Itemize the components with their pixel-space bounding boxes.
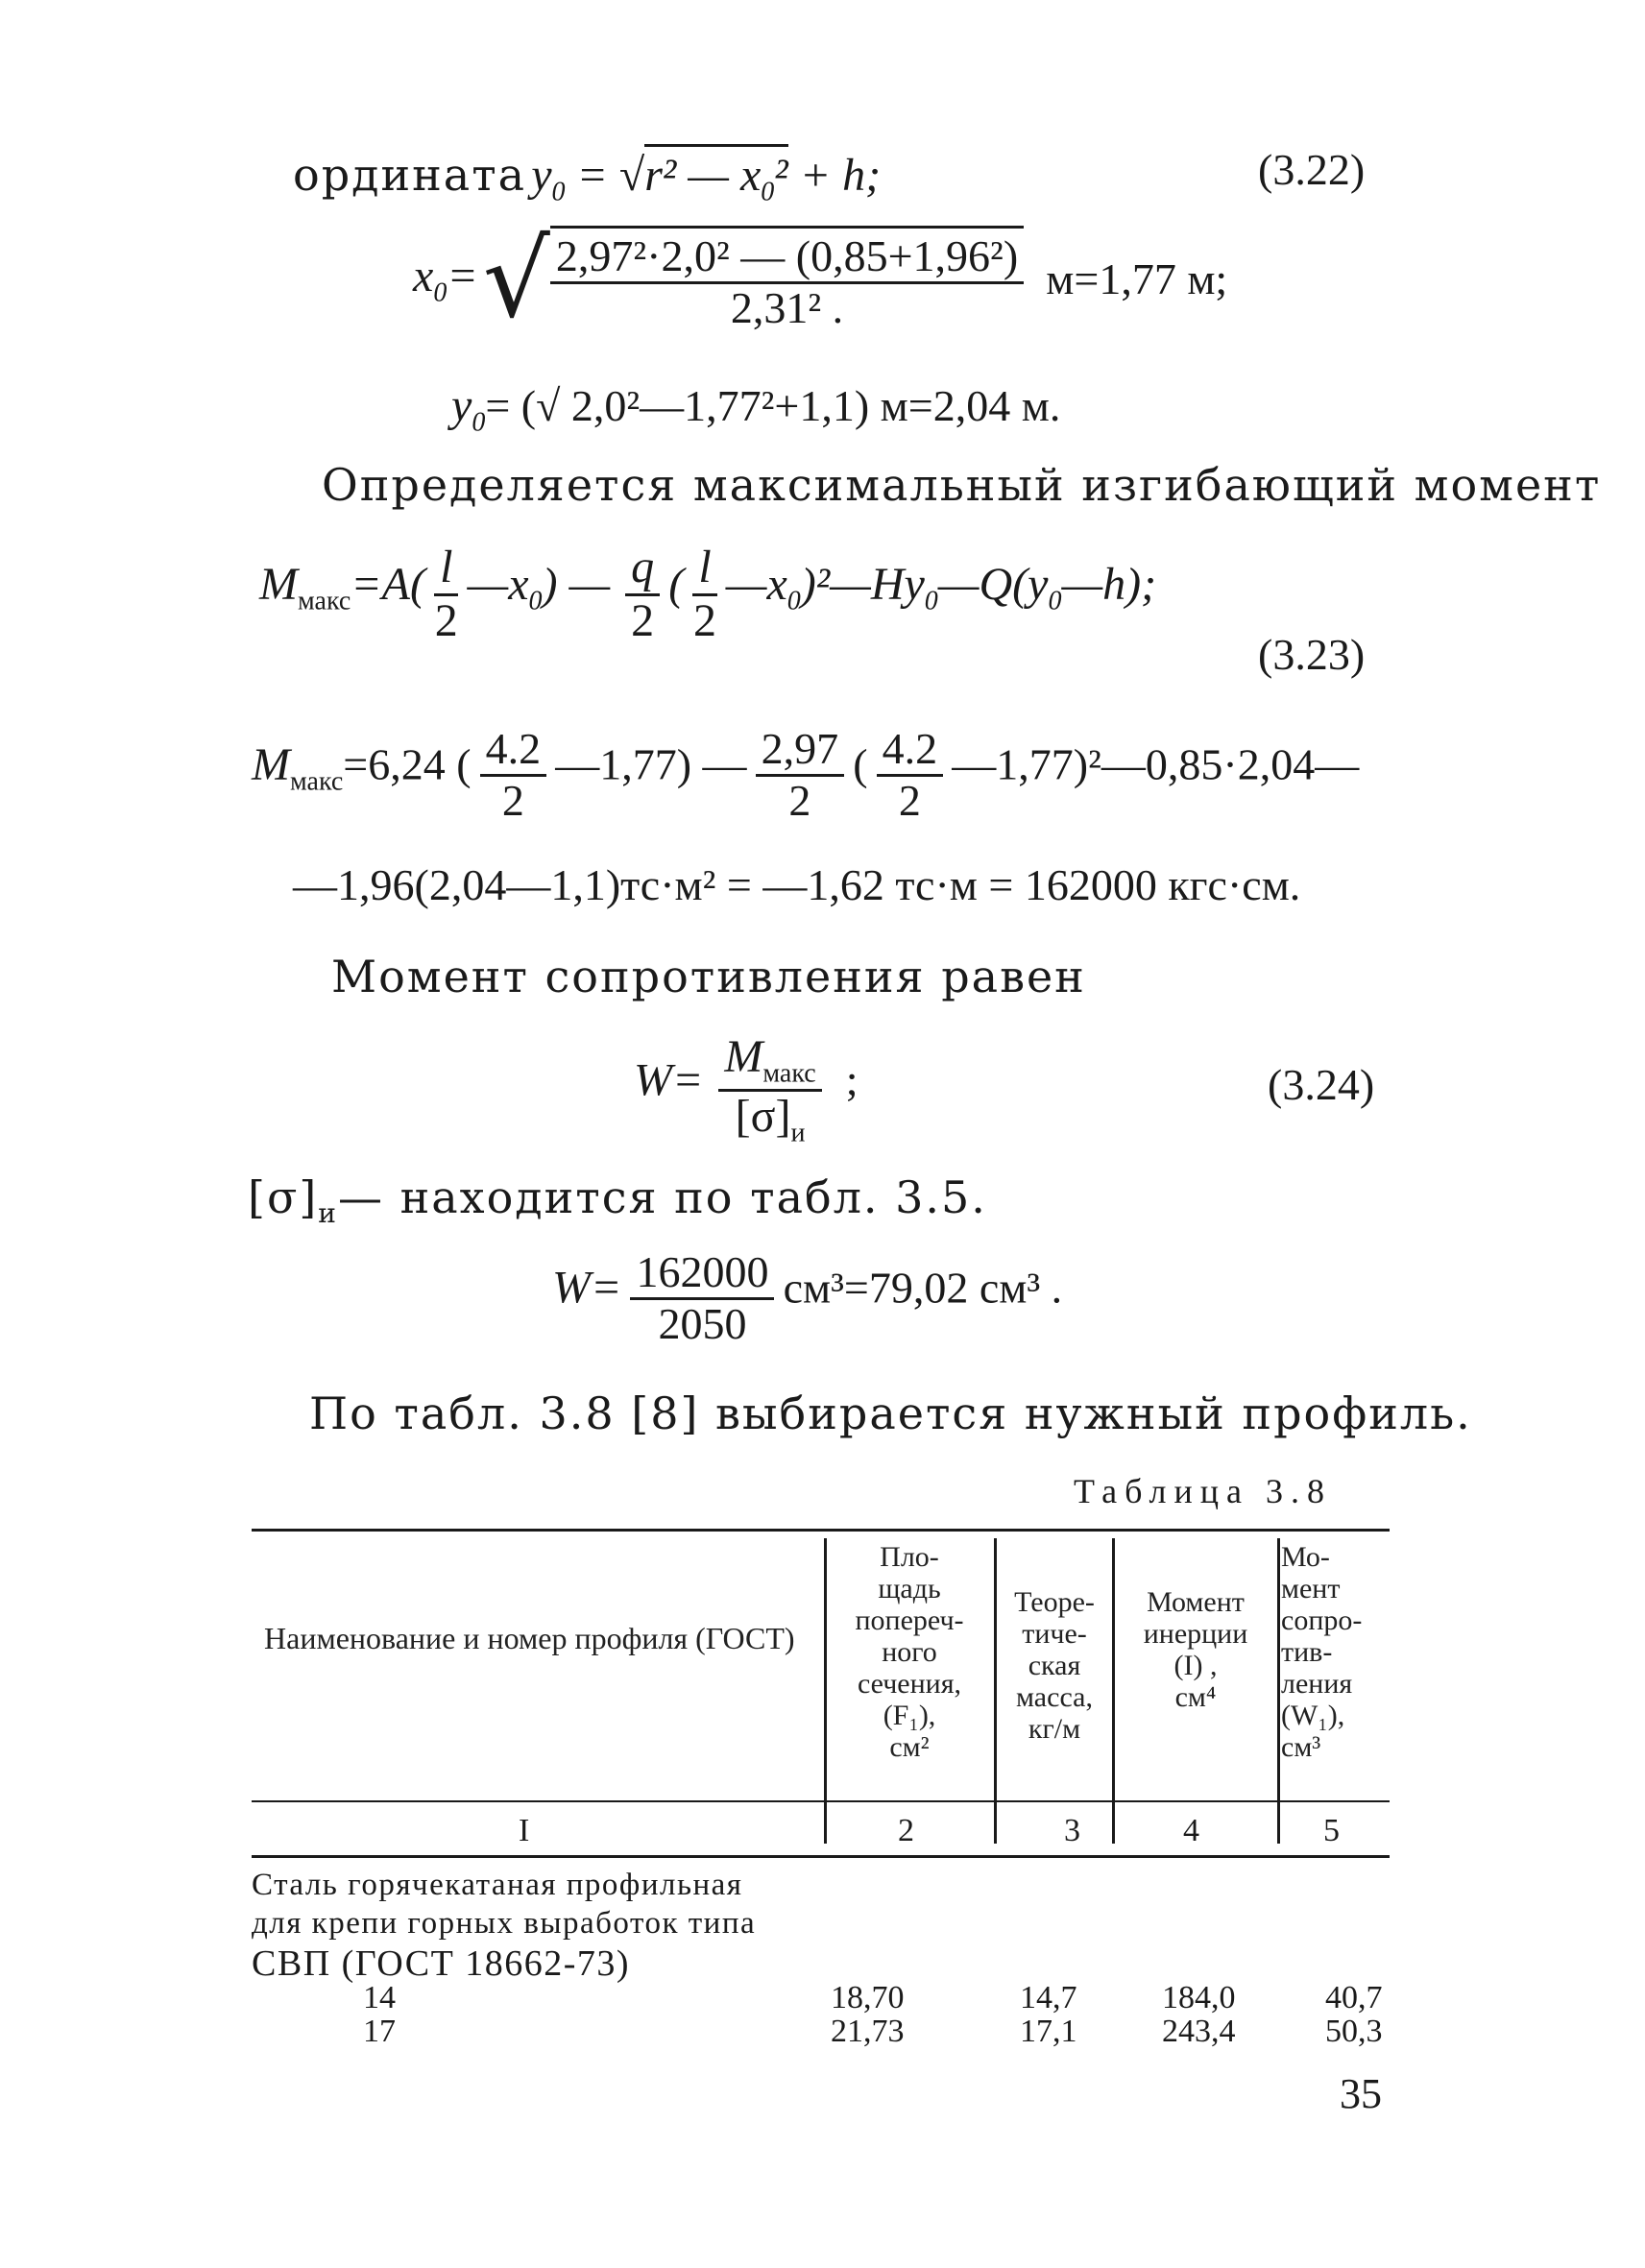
y0-formula: $y_0 = √r^2$ — $x_0^2 + h$; <box>531 150 881 201</box>
x0-numerator: 2,97²·2,0² — (0,85+1,96²) <box>550 232 1024 284</box>
group-line-2: для крепи горных выработок типа <box>252 1906 757 1941</box>
w-num: М <box>724 1031 763 1082</box>
y0-numeric: $y_0=$ (√ 2,0²—1,77²+1,1) м=2,04 м. <box>451 380 1061 438</box>
text-sigma <box>248 1171 987 1229</box>
header-area: Пло- щадь попереч- ного сечения, (F₁), см² <box>855 1541 964 1763</box>
colnum-4: 4 <box>1183 1813 1199 1848</box>
eq-3-24: W= $\frac{М_{макс}}{[\sigma]_и}$ ; <box>634 1031 859 1148</box>
header-profile-name: Наименование и номер профиля (ГОСТ) <box>264 1621 795 1655</box>
w-numeric-result: см³=79,02 см³ . <box>783 1263 1063 1313</box>
frac3-num: 4.2 <box>877 725 944 777</box>
w-numeric-num: 162000 <box>630 1248 774 1300</box>
x0-denominator: 2,31² . <box>730 282 844 332</box>
text-choose-profile: По табл. 3.8 [8] выбирается нужный профиль. <box>309 1387 1472 1439</box>
frac2-den: 2 <box>788 775 811 825</box>
header-mass: Теоре- тиче- ская масса, кг/м <box>1014 1586 1095 1745</box>
eq-number-3-24: (3.24) <box>1268 1060 1375 1109</box>
colnum-5: 5 <box>1323 1813 1340 1848</box>
sigma-symbol: [σ] <box>248 1171 319 1223</box>
frac2-num: 2,97 <box>756 725 845 777</box>
eq-number-3-22: (3.22) <box>1258 145 1366 194</box>
page-number: 35 <box>1340 2070 1382 2117</box>
y0-numeric-text: = (√ 2,0²—1,77²+1,1) м=2,04 м. <box>485 381 1061 430</box>
eq-3-23-numeric-line1: $M_{макс}=6,24$ ( $\frac{4.2}{2}$ —1,77) — $\frac{2,97}{2}$ ( $\frac{4.2}{2}$ —1,77)²—0,85·2,04— <box>252 724 1360 825</box>
x0-result: м=1,77 м; <box>1046 254 1228 304</box>
row-area: 21,73 <box>831 2014 905 2049</box>
w-suffix: ; <box>845 1055 859 1105</box>
text-resistance: Момент сопротивления равен <box>331 951 1086 1002</box>
w-den: [σ] <box>735 1091 791 1143</box>
eq-numeric-part3: —1,77)²—0,85·2,04— <box>952 739 1360 789</box>
radical-sign: √ <box>482 217 550 341</box>
x0-formula: $x_0=$ √ $\frac{\text{2,97²·2,0² — (0,85+1,96²)}}{\text{2,31² .}}$ м=1,77 м; <box>413 217 1228 341</box>
eq-w-numeric: W= $\frac{162000}{2050}$ см³=79,02 см³ . <box>552 1247 1063 1348</box>
table-top-rule <box>252 1529 1390 1532</box>
row-mass: 17,1 <box>1020 2014 1077 2049</box>
w-numeric-den: 2050 <box>658 1298 747 1348</box>
row-inertia: 243,4 <box>1162 2014 1236 2049</box>
eq-3-23: $M_{макс}=A$( $\frac{l}{2}$ $—x_0$) — $\frac{q}{2}$ ( $\frac{l}{2}$ $—x_0)^2—Hy_0—Q(y_0—h)$; <box>259 542 1157 646</box>
colnum-1: I <box>519 1813 530 1848</box>
row-mass: 14,7 <box>1020 1980 1077 2015</box>
ordinate-label: ордината <box>293 149 527 201</box>
row-resist: 50,3 <box>1325 2014 1383 2049</box>
table-vline-4 <box>1277 1538 1280 1844</box>
sigma-sub: и <box>318 1197 338 1230</box>
table-header-rule <box>252 1800 1390 1802</box>
colnum-3: 3 <box>1064 1813 1080 1848</box>
sigma-rest: — находится по табл. 3.5. <box>337 1171 987 1223</box>
table-colnum-rule <box>252 1855 1390 1858</box>
table-vline-3 <box>1112 1538 1115 1844</box>
eq-numeric-part2: —1,77) — <box>555 739 747 789</box>
row-inertia: 184,0 <box>1162 1980 1236 2015</box>
header-inertia: Момент инерции (I) , см⁴ <box>1143 1586 1248 1713</box>
frac1-num: 4.2 <box>480 725 547 777</box>
eq-numeric-part1: =6,24 ( <box>343 739 472 789</box>
group-line-1: Сталь горячекатаная профильная <box>252 1868 743 1902</box>
text-max-moment: Определяется максимальный изгибающий момент <box>322 459 1602 511</box>
table-vline-2 <box>994 1538 997 1844</box>
table-caption: Таблица 3.8 <box>1074 1472 1332 1510</box>
table-vline-1 <box>824 1538 827 1844</box>
row-name: 17 <box>363 2014 396 2049</box>
row-resist: 40,7 <box>1325 1980 1383 2015</box>
row-name: 14 <box>363 1980 396 2015</box>
eq-number-3-23: (3.23) <box>1258 630 1366 679</box>
eq-3-23-numeric-line2: —1,96(2,04—1,1)тс·м² = —1,62 тс·м = 162000 кгс·см. <box>293 860 1301 909</box>
group-line-3: СВП (ГОСТ 18662-73) <box>252 1943 631 1984</box>
frac3-den: 2 <box>898 775 921 825</box>
header-resistance: Мо- мент сопро- тив- ления (W₁), см³ <box>1281 1541 1363 1763</box>
row-area: 18,70 <box>831 1980 905 2015</box>
colnum-2: 2 <box>898 1813 914 1848</box>
w-num-sub: макс <box>762 1058 816 1089</box>
frac1-den: 2 <box>501 775 524 825</box>
w-den-sub: и <box>790 1118 806 1148</box>
eq-3-22-line <box>293 144 881 208</box>
